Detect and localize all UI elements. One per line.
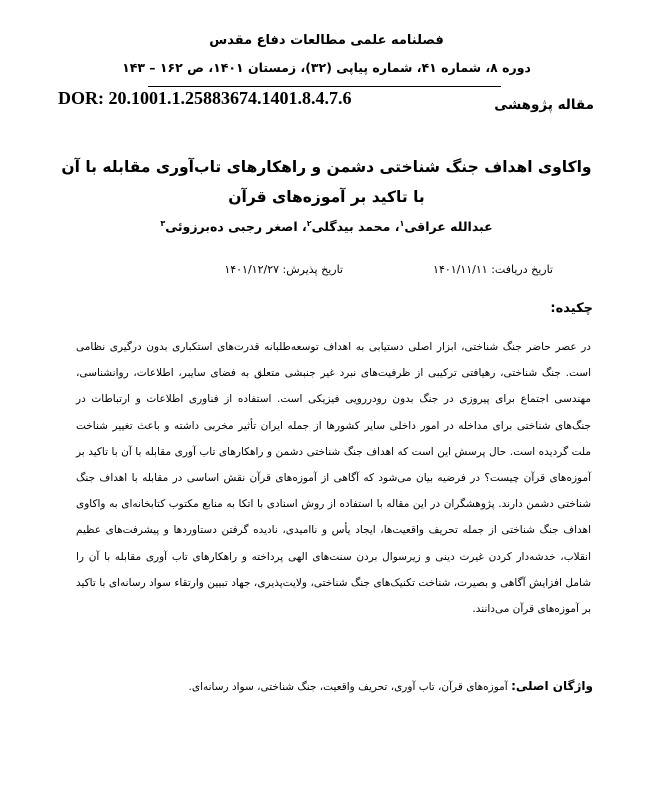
journal-name: فصلنامه علمی مطالعات دفاع مقدس bbox=[209, 33, 444, 48]
doi-identifier: DOR: 20.1001.1.25883674.1401.8.4.7.6 bbox=[58, 88, 352, 108]
keywords-heading: واژگان اصلی: bbox=[511, 679, 593, 693]
author-name: عبدالله عراقی bbox=[404, 219, 493, 235]
author-name: محمد بیدگلی bbox=[311, 219, 391, 235]
title-line-1: واکاوی اهداف جنگ شناختی دشمن و راهکارهای تاب‌آوری مقابله با آن bbox=[61, 158, 592, 176]
author-name: اصغر رجبی ده‌برزوئی bbox=[165, 219, 298, 235]
title-line-2: با تاکید بر آموزه‌های قرآن bbox=[228, 188, 425, 206]
paper-title bbox=[60, 152, 593, 212]
received-date: تاریخ دریافت: ۱۴۰۱/۱۱/۱۱ bbox=[433, 263, 553, 276]
volume-info: دوره ۸، شماره ۴۱، شماره پیاپی (۳۲)، زمستان ۱۴۰۱، ص ۱۶۲ – ۱۴۳ bbox=[122, 60, 531, 75]
abstract-heading: چکیده: bbox=[550, 301, 593, 316]
author-affiliation-mark: ۱ bbox=[399, 219, 405, 228]
abstract-body: در عصر حاضر جنگ شناختی، ابزار اصلی دستیابی به اهداف توسعه‌طلبانه قدرت‌های استکباری بدون درگیری نظامی است. جنگ شناختی، رهیافتی ترکیبی از ظرفیت‌های نبرد غیر جنبشی متعلق به فضای سایبر، اطلاعات، روانشناسی، مهندسی اجتماع برای پیروزی در جنگ بدون رودررویی فیزیکی است. استفاده از فناوری اطلاعات و ارتباطات در جنگ‌های شناختی برای مداخله در امور داخلی سایر کشورها از جمله ایران تأثیر مخربی داشته و باعث تغییر شناخت ملت گردیده است. حال پرسش این است که اهداف جنگ شناختی دشمن و راهکارهای تاب آوری مقابله با آن با تاکید بر آموزه‌های قرآن چیست؟ در فرضیه بیان می‌شود که آگاهی از آموزه‌های قرآن نقش اساسی در مقابله با اهداف جنگ شناختی دشمن دارند. پژوهشگران در این مقاله با استفاده از روش اسنادی با اتکا به منابع مکتوب کتابخانه‌ای به واکاوی اهداف جنگ شناختی از جمله تحریف واقعیت‌ها، ایجاد یأس و ناامیدی، نادیده گرفتن دستاوردها و پیشرفت‌های عظیم انقلاب، خدشه‌دار کردن غیرت دینی و زیرسوال بردن سنت‌های الهی پرداخته و راهکارهای تاب آوری مقابله با آن را شامل افزایش آگاهی و بصیرت، شناخت تکنیک‌های جنگ شناختی، ولایت‌پذیری، جهاد تبیین وارتقاء سواد رسانه‌ای با تاکید بر آموزه‌های قرآن می‌دانند. bbox=[76, 341, 591, 616]
header-divider bbox=[148, 86, 501, 87]
author-list: عبدالله عراقی$^۱$، محمد بیدگلی$^۲$، اصغر رجبی ده‌برزوئی$^۳$ bbox=[160, 219, 493, 235]
author-affiliation-mark: ۳ bbox=[160, 219, 166, 228]
article-type: مقاله پژوهشی bbox=[494, 97, 594, 113]
keywords-row bbox=[60, 679, 593, 693]
author-affiliation-mark: ۲ bbox=[306, 219, 312, 228]
keywords-list: آموزه‌های قرآن، تاب آوری، تحریف واقعیت، جنگ شناختی، سواد رسانه‌ای. bbox=[188, 681, 508, 693]
accepted-date: تاریخ پذیرش: ۱۴۰۱/۱۲/۲۷ bbox=[224, 263, 343, 276]
